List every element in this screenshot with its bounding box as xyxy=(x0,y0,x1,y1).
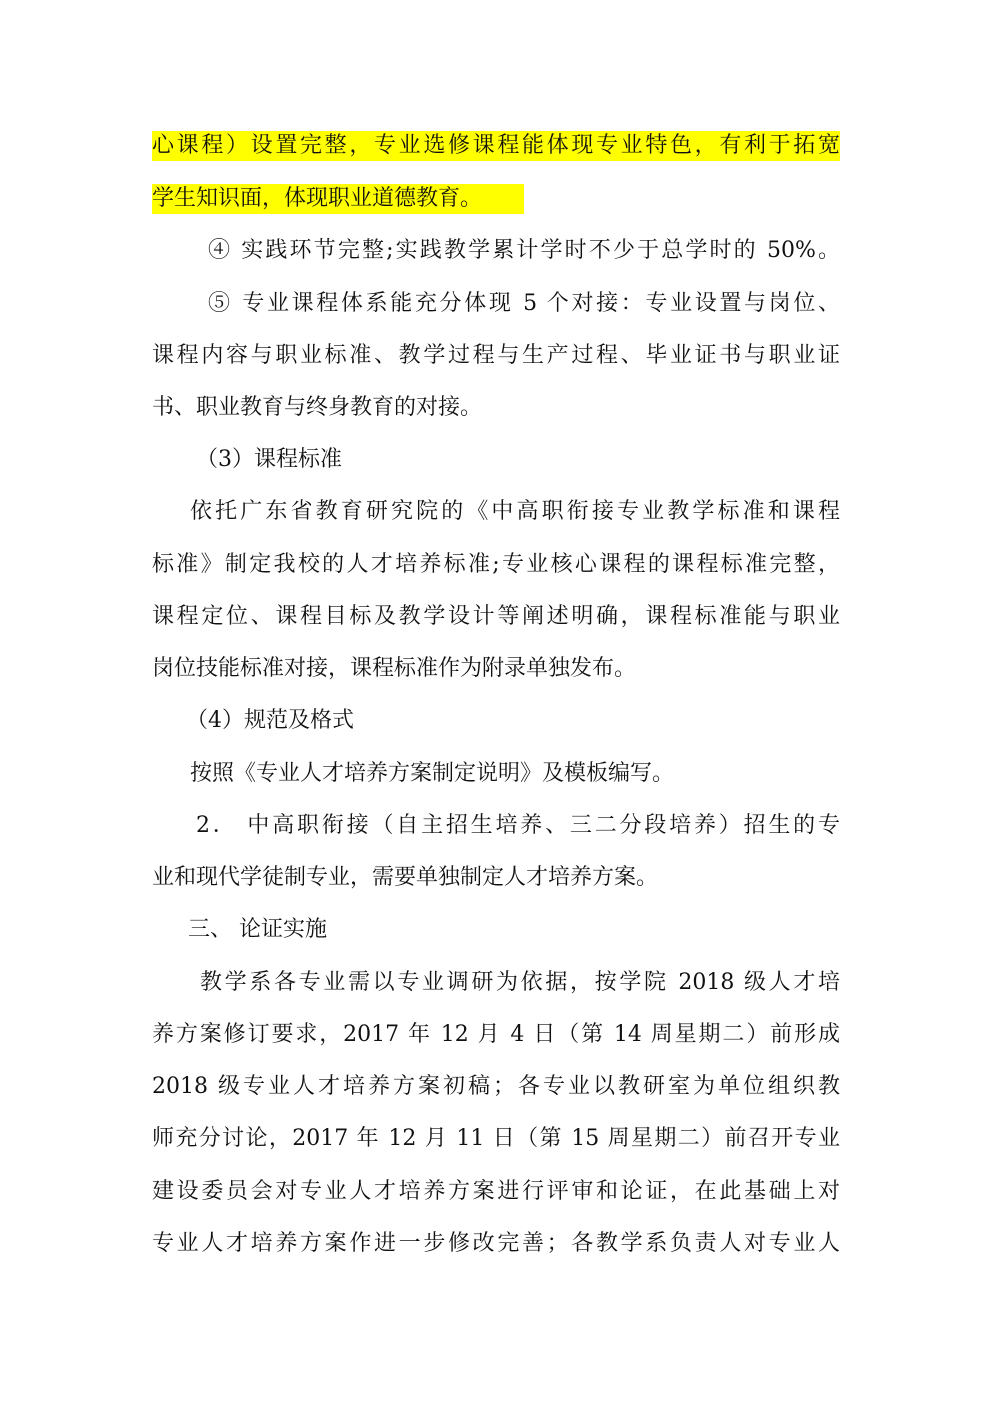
paragraph-start: 按照《专业人才培养方案制定说明》及模板编写。 xyxy=(190,761,675,786)
text-line: 师充分讨论，2017 年 12 月 11 日（第 15 周星期二）前召开专业 xyxy=(152,1126,840,1151)
text-line: 课程定位、课程目标及教学设计等阐述明确，课程标准能与职业 xyxy=(152,604,840,629)
list-item-4: ④ 实践环节完整;实践教学累计学时不少于总学时的 50%。 xyxy=(208,238,840,263)
text-line: 专业人才培养方案作进一步修改完善；各教学系负责人对专业人 xyxy=(152,1231,840,1256)
text-line-highlighted: 学生知识面，体现职业道德教育。 xyxy=(152,184,524,214)
section-heading-3: （3）课程标准 xyxy=(196,447,342,472)
numbered-item-2: 2． 中高职衔接（自主招生培养、三二分段培养）招生的专 xyxy=(196,813,840,838)
text-line: 养方案修订要求，2017 年 12 月 4 日（第 14 周星期二）前形成 xyxy=(152,1022,840,1047)
paragraph-start: 教学系各专业需以专业调研为依据，按学院 2018 级人才培 xyxy=(200,970,840,995)
paragraph-start: 依托广东省教育研究院的《中高职衔接专业教学标准和课程 xyxy=(190,499,840,524)
text-line-highlighted: 心课程）设置完整，专业选修课程能体现专业特色，有利于拓宽 xyxy=(152,131,840,161)
list-item-5: ⑤ 专业课程体系能充分体现 5 个对接：专业设置与岗位、 xyxy=(208,291,840,316)
text-line: 课程内容与职业标准、教学过程与生产过程、毕业证书与职业证 xyxy=(152,343,840,368)
text-line: 业和现代学徒制专业，需要单独制定人才培养方案。 xyxy=(152,865,659,890)
text-line: 建设委员会对专业人才培养方案进行评审和论证，在此基础上对 xyxy=(152,1179,840,1204)
text-line: 岗位技能标准对接，课程标准作为附录单独发布。 xyxy=(152,656,637,681)
text-line: 标准》制定我校的人才培养标准;专业核心课程的课程标准完整， xyxy=(152,552,840,577)
text-line: 2018 级专业人才培养方案初稿；各专业以教研室为单位组织教 xyxy=(152,1074,840,1099)
text-line: 书、职业教育与终身教育的对接。 xyxy=(152,395,483,420)
section-heading-3-implementation: 三、 论证实施 xyxy=(188,917,327,942)
section-heading-4: （4）规范及格式 xyxy=(186,708,354,733)
